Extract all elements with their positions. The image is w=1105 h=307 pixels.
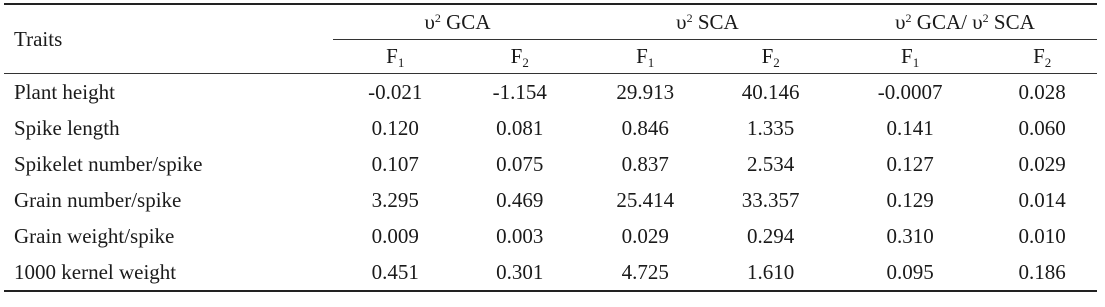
group-header-gca [333,4,582,40]
subcol-ratio-f1-base: F [901,44,913,68]
value-cell: 0.060 [1018,115,1066,140]
subcol-ratio-f1-sub: 1 [912,55,920,70]
group-header-ratio-symbol-2: υ [972,9,983,34]
subcol-ratio-f1 [833,40,987,74]
trait-name: Spikelet number/spike [14,151,203,176]
value-cell: 0.186 [987,254,1097,291]
value-cell: 0.141 [886,115,934,140]
value-cell: 40.146 [708,74,832,111]
table-row [4,254,1097,291]
value-cell: 0.075 [496,151,544,176]
subcol-gca-f2-sub: 2 [522,55,529,70]
subcol-gca-f1-sub: 1 [397,55,405,70]
value-cell: 0.310 [886,223,934,248]
value-cell: 0.120 [371,115,419,140]
table-row [4,182,1097,218]
subcol-ratio-f2-base: F [1033,44,1045,68]
table-row [4,110,1097,146]
trait-name: Spike length [14,115,120,140]
value-cell: 1.610 [708,254,832,291]
subcol-ratio-f2-sub: 2 [1044,55,1052,70]
subcol-ratio-f2 [987,40,1097,74]
value-cell: 0.028 [987,74,1097,111]
subcol-sca-f1-sub: 1 [647,55,655,70]
trait-name: 1000 kernel weight [4,254,333,291]
value-cell: 33.357 [741,187,800,212]
header-row-groups [4,4,1097,40]
value-cell: 0.294 [747,223,795,248]
value-cell: 0.095 [833,254,987,291]
subcol-gca-f1-base: F [386,44,398,68]
value-cell: 3.295 [371,187,419,212]
subcol-sca-f1-base: F [636,44,648,68]
value-cell: -0.0007 [833,74,987,111]
group-header-gca-sup: 2 [434,10,441,25]
trait-name: Grain weight/spike [14,223,175,248]
value-cell: 1.335 [747,115,795,140]
value-cell: 0.846 [621,115,669,140]
traits-header: Traits [4,4,333,74]
table-row [4,74,1097,111]
value-cell: 0.469 [496,187,544,212]
genetic-variance-table [4,3,1097,292]
value-cell: 29.913 [582,74,708,111]
group-header-ratio-symbol: υ [895,9,906,34]
subcol-sca-f1 [582,40,708,74]
value-cell: 0.014 [1018,187,1066,212]
value-cell: -1.154 [457,74,581,111]
group-header-gca-text: GCA [440,9,491,34]
group-header-ratio-text: GCA/ [911,9,973,34]
group-header-ratio-sup-2: 2 [982,10,989,25]
value-cell: 0.029 [1018,151,1066,176]
subcol-gca-f2-base: F [510,44,523,68]
value-cell: 25.414 [616,187,675,212]
value-cell: 0.301 [457,254,581,291]
value-cell: 0.837 [621,151,669,176]
group-header-gca-symbol: υ [424,9,435,34]
group-header-ratio [833,4,1097,40]
value-cell: 0.010 [1018,223,1066,248]
group-header-sca-sup: 2 [686,10,693,25]
value-cell: 0.451 [333,254,457,291]
table-row [4,146,1097,182]
value-cell: 0.081 [496,115,544,140]
trait-name: Grain number/spike [14,187,182,212]
value-cell: 0.107 [371,151,419,176]
value-cell: 4.725 [582,254,708,291]
subcol-sca-f2 [708,40,832,74]
value-cell: 2.534 [747,151,795,176]
table-row [4,218,1097,254]
subcol-sca-f2-sub: 2 [773,55,780,70]
value-cell: 0.009 [371,223,419,248]
value-cell: 0.003 [496,223,544,248]
group-header-sca [582,4,833,40]
group-header-ratio-sup: 2 [905,10,912,25]
value-cell: -0.021 [333,74,457,111]
group-header-ratio-text-2: SCA [988,9,1035,34]
group-header-sca-text: SCA [692,9,739,34]
subcol-sca-f2-base: F [761,44,774,68]
trait-name: Plant height [4,74,333,111]
subcol-gca-f1 [333,40,457,74]
value-cell: 0.129 [886,187,934,212]
subcol-gca-f2 [457,40,581,74]
group-header-sca-symbol: υ [676,9,687,34]
value-cell: 0.029 [621,223,669,248]
value-cell: 0.127 [886,151,934,176]
